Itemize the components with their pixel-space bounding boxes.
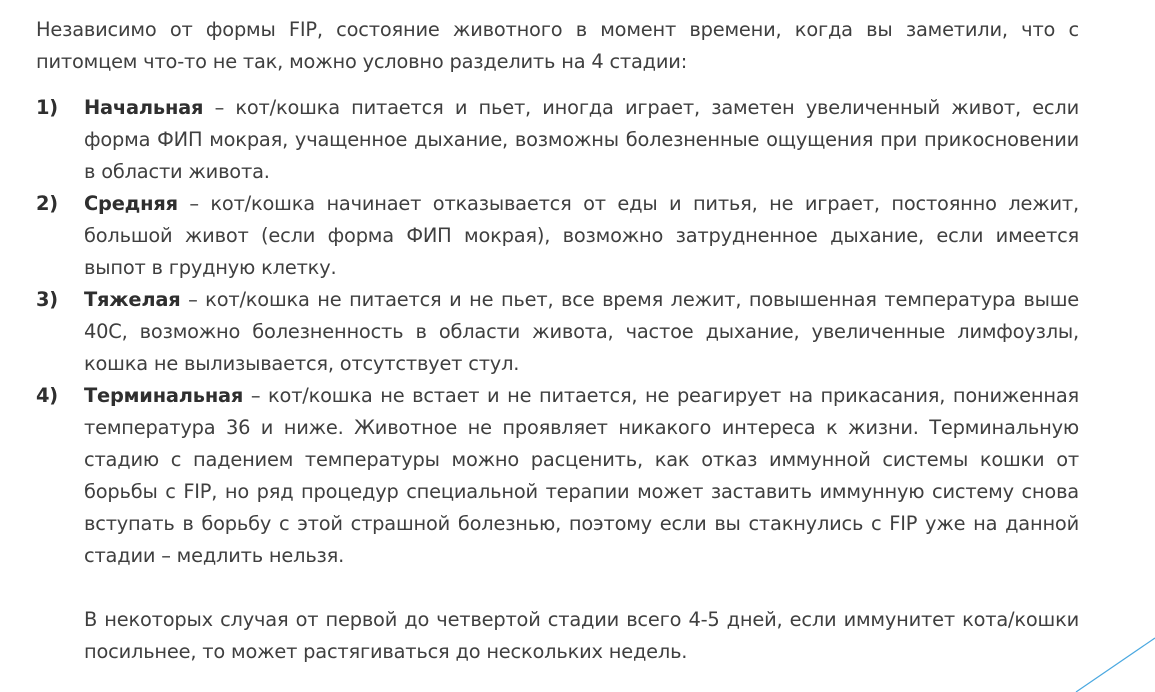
- stage-number: 4): [36, 384, 58, 407]
- stage-item-4: [36, 380, 1079, 572]
- stage-number: 3): [36, 288, 58, 311]
- stage-description: [84, 284, 1079, 380]
- stage-item-1: [36, 92, 1079, 188]
- stage-item-3: [36, 284, 1079, 380]
- stage-name: Тяжелая: [84, 288, 181, 311]
- stage-details: – кот/кошка не встает и не питается, не реагирует на прикасания, пониженная температура 36 и ниже. Животное не проявляет никакого интереса к жизни. Терминальную стадию с падением температуры можно расценить, как отказ иммунной системы кошки от борьбы с FIP, но ряд процедур специальной терапии может заставить иммунную систему снова вступать в борьбу с этой страшной болезнью, поэтому если вы стакнулись с FIP уже на данной стадии – медлить нельзя.: [84, 384, 1079, 567]
- stage-details: – кот/кошка питается и пьет, иногда играет, заметен увеличенный живот, если форма ФИП мокрая, учащенное дыхание, возможны болезненные ощущения при прикосновении в области живота.: [84, 96, 1079, 183]
- intro-paragraph: Независимо от формы FIP, состояние животного в момент времени, когда вы заметили, что с питомцем что-то не так, можно условно разделить на 4 стадии:: [36, 18, 1079, 73]
- decorative-line: [1076, 638, 1155, 692]
- stage-description: [84, 380, 1079, 572]
- stage-description: [84, 92, 1079, 188]
- stage-number: 1): [36, 96, 58, 119]
- decorative-corner-line: [1060, 620, 1155, 692]
- stage-name: Начальная: [84, 96, 204, 119]
- stage-name: Средняя: [84, 192, 178, 215]
- note-paragraph: В некоторых случая от первой до четвертой стадии всего 4-5 дней, если иммунитет кота/кошки посильнее, то может растягиваться до нескольких недель.: [84, 608, 1079, 663]
- document-body: [36, 14, 1079, 668]
- stage-item-2: [36, 188, 1079, 284]
- stage-number: 2): [36, 192, 58, 215]
- stages-list: [36, 92, 1079, 572]
- stage-description: [84, 188, 1079, 284]
- stage-details: – кот/кошка начинает отказывается от еды и питья, не играет, постоянно лежит, большой живот (если форма ФИП мокрая), возможно затрудненное дыхание, если имеется выпот в грудную клетку.: [84, 192, 1079, 279]
- stage-name: Терминальная: [84, 384, 244, 407]
- stage-details: – кот/кошка не питается и не пьет, все время лежит, повышенная температура выше 40С, возможно болезненность в области живота, частое дыхание, увеличенные лимфоузлы, кошка не вылизывается, отсутствует стул.: [84, 288, 1079, 375]
